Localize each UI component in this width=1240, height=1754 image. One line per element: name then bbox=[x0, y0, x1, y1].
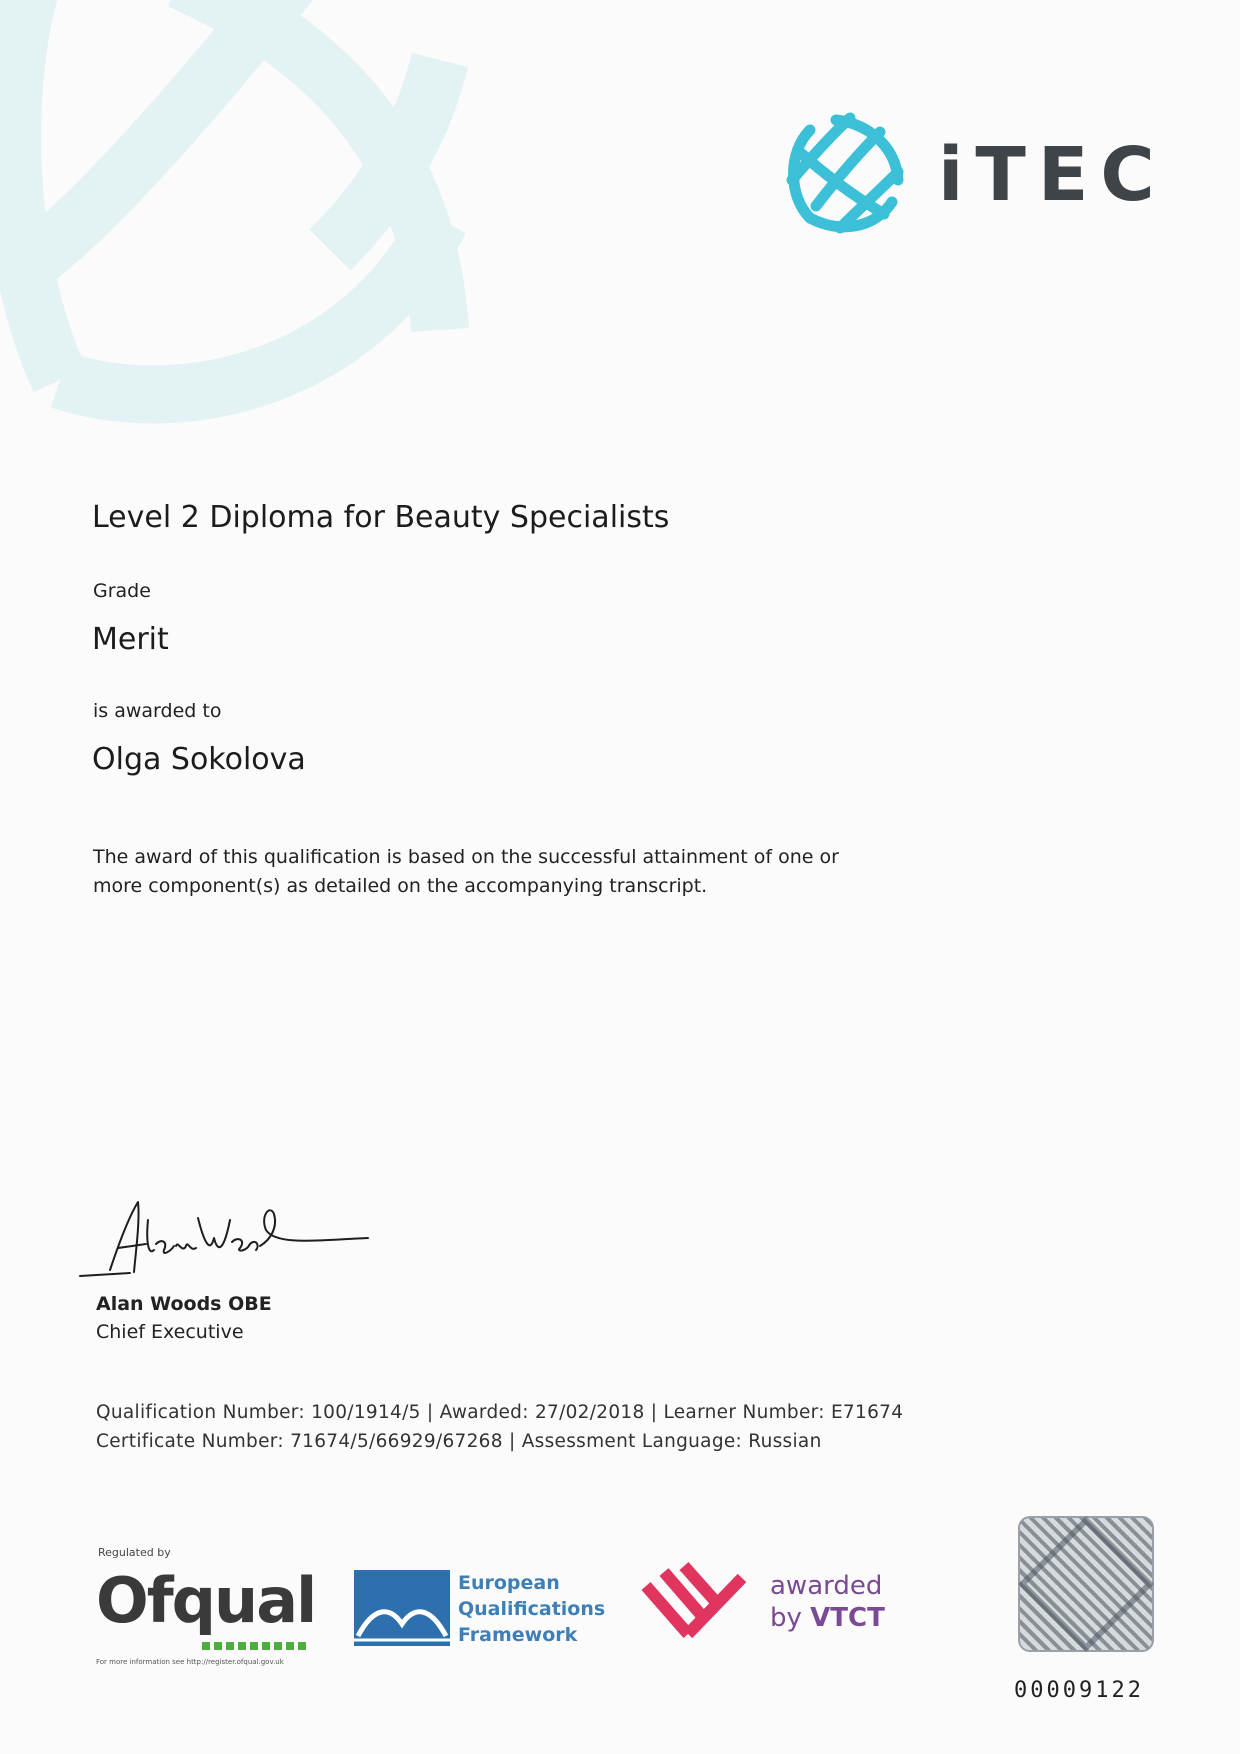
ofqual-bar bbox=[202, 1642, 306, 1650]
itec-logo bbox=[780, 100, 1167, 250]
statement-line: more component(s) as detailed on the accompanying transcript. bbox=[93, 875, 708, 897]
regulated-by-label: Regulated by bbox=[98, 1546, 171, 1559]
ofqual-info: For more information see http://register.ofqual.gov.uk bbox=[96, 1658, 284, 1666]
signatory-block bbox=[96, 1290, 272, 1346]
itec-wordmark: iTEC bbox=[938, 132, 1167, 218]
details-line: Certificate Number: 71674/5/66929/67268 | Assessment Language: Russian bbox=[96, 1431, 822, 1452]
vtct-logo bbox=[640, 1562, 900, 1652]
certificate-details bbox=[96, 1398, 903, 1456]
grade-label: Grade bbox=[93, 580, 151, 602]
vtct-line2-prefix: by bbox=[770, 1603, 811, 1633]
award-statement bbox=[93, 843, 853, 901]
ofqual-logo bbox=[80, 1546, 320, 1666]
eqf-line: Qualifications bbox=[458, 1598, 606, 1620]
signature-image bbox=[70, 1180, 370, 1290]
eqf-logo bbox=[354, 1570, 604, 1650]
statement-line: The award of this qualification is based on the successful attainment of one or bbox=[93, 846, 839, 868]
itec-globe-icon bbox=[780, 110, 910, 240]
eqf-bridge-icon bbox=[354, 1570, 450, 1646]
vtct-line1: awarded bbox=[770, 1571, 883, 1601]
signatory-role: Chief Executive bbox=[96, 1321, 244, 1343]
eqf-line: Framework bbox=[458, 1624, 578, 1646]
globe-watermark bbox=[0, 0, 520, 450]
serial-number: 00009122 bbox=[1014, 1678, 1144, 1703]
eqf-text bbox=[458, 1570, 605, 1648]
awarded-label: is awarded to bbox=[93, 700, 222, 722]
signatory-name: Alan Woods OBE bbox=[96, 1293, 272, 1315]
vtct-heart-icon bbox=[640, 1562, 750, 1648]
vtct-line2-bold: VTCT bbox=[810, 1603, 885, 1633]
qualification-title: Level 2 Diploma for Beauty Specialists bbox=[92, 500, 670, 535]
grade-value: Merit bbox=[92, 622, 169, 657]
ofqual-wordmark: Ofqual bbox=[96, 1564, 316, 1637]
recipient-name: Olga Sokolova bbox=[92, 742, 306, 777]
eqf-line: European bbox=[458, 1572, 560, 1594]
details-line: Qualification Number: 100/1914/5 | Awarded: 27/02/2018 | Learner Number: E71674 bbox=[96, 1402, 904, 1423]
vtct-text bbox=[770, 1570, 885, 1634]
security-hologram bbox=[1018, 1516, 1154, 1652]
